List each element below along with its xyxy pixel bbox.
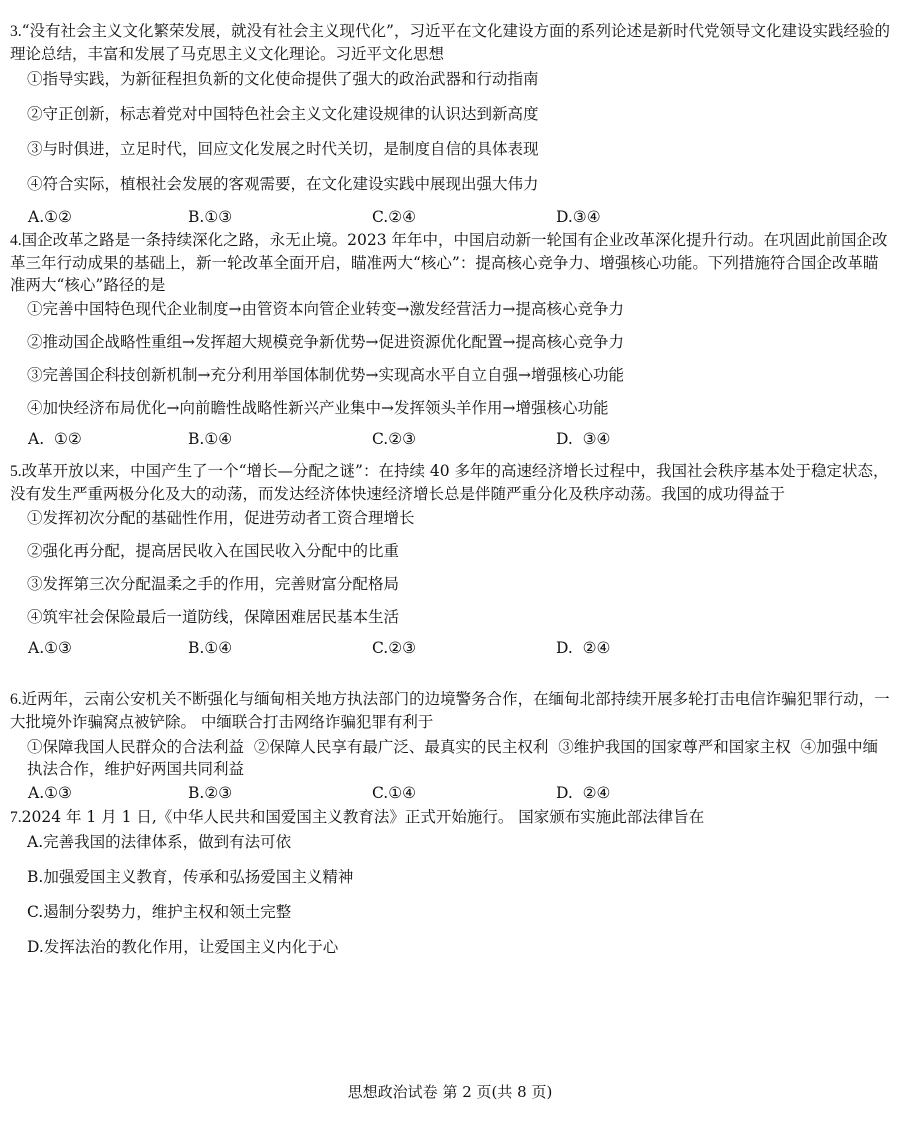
choice-d[interactable]: D.发挥法治的教化作用，让爱国主义内化于心 xyxy=(27,938,339,956)
option-c[interactable]: C.②③ xyxy=(372,430,417,448)
option-d[interactable]: D. ②④ xyxy=(556,784,611,802)
choice-b[interactable]: B.加强爱国主义教育，传承和弘扬爱国主义精神 xyxy=(27,868,354,886)
statement-3: ③完善国企科技创新机制→充分利用举国体制优势→实现高水平自立自强→增强核心功能 xyxy=(27,366,624,384)
statement-3: ③发挥第三次分配温柔之手的作用，完善财富分配格局 xyxy=(27,575,400,593)
statements-inline: ①保障我国人民群众的合法利益 ②保障人民享有最广泛、最真实的民主权利 ③维护我国的国家尊严和国家主权 ④加强中缅执法合作，维护好两国共同利益 xyxy=(27,738,879,778)
option-d[interactable]: D.③④ xyxy=(556,208,601,226)
option-b[interactable]: B.①③ xyxy=(188,208,233,226)
statement-4: ④加快经济布局优化→向前瞻性战略性新兴产业集中→发挥领头羊作用→增强核心功能 xyxy=(27,399,609,417)
statement-3: ③与时俱进，立足时代，回应文化发展之时代关切，是制度自信的具体表现 xyxy=(27,140,539,158)
option-a[interactable]: A.①③ xyxy=(28,784,72,802)
statement-4: ④符合实际，植根社会发展的客观需要，在文化建设实践中展现出强大伟力 xyxy=(27,175,539,193)
question-stem: 6.近两年，云南公安机关不断强化与缅甸相关地方执法部门的边境警务合作，在缅甸北部持续开展多轮打击电信诈骗犯罪行动，一大批境外诈骗窝点被铲除。 中缅联合打击网络诈骗犯罪有利于 xyxy=(10,690,890,731)
question-4 xyxy=(10,229,890,450)
statement-2: ②强化再分配，提高居民收入在国民收入分配中的比重 xyxy=(27,542,400,560)
question-5 xyxy=(10,460,890,659)
option-d[interactable]: D. ③④ xyxy=(556,430,611,448)
page-footer: 思想政治试卷 第 2 页(共 8 页) xyxy=(347,1083,553,1101)
question-stem: 7.2024 年 1 月 1 日,《中华人民共和国爱国主义教育法》正式开始施行。 国家颁布实施此部法律旨在 xyxy=(10,808,705,826)
answer-options xyxy=(10,637,890,659)
option-b[interactable]: B.①④ xyxy=(188,430,233,448)
choice-a[interactable]: A.完善我国的法律体系，做到有法可依 xyxy=(27,833,292,851)
statement-4: ④筑牢社会保险最后一道防线，保障困难居民基本生活 xyxy=(27,608,400,626)
question-stem: 5.改革开放以来，中国产生了一个“增长—分配之谜”：在持续 40 多年的高速经济增长过程中，我国社会秩序基本处于稳定状态，没有发生严重两极分化及大的动荡，而发达经济体快速经济增长总是伴随严重分化及秩序动荡。我国的成功得益于 xyxy=(10,462,889,503)
option-b[interactable]: B.②③ xyxy=(188,784,233,802)
statement-1: ①指导实践，为新征程担负新的文化使命提供了强大的政治武器和行动指南 xyxy=(27,70,539,88)
statement-1: ①完善中国特色现代企业制度→由管资本向管企业转变→激发经营活力→提高核心竞争力 xyxy=(27,300,624,318)
option-c[interactable]: C.②③ xyxy=(372,639,417,657)
statement-2: ②推动国企战略性重组→发挥超大规模竞争新优势→促进资源优化配置→提高核心竞争力 xyxy=(27,333,624,351)
statement-2: ②守正创新，标志着党对中国特色社会主义文化建设规律的认识达到新高度 xyxy=(27,105,539,123)
option-a[interactable]: A. ①② xyxy=(28,430,82,448)
answer-options xyxy=(10,782,890,804)
statement-1: ①发挥初次分配的基础性作用，促进劳动者工资合理增长 xyxy=(27,509,415,527)
question-stem: 3.“没有社会主义文化繁荣发展，就没有社会主义现代化”，习近平在文化建设方面的系列论述是新时代党领导文化建设实践经验的理论总结，丰富和发展了马克思主义文化理论。习近平文化思想 xyxy=(10,22,890,63)
question-stem: 4.国企改革之路是一条持续深化之路，永无止境。2023 年年中，中国启动新一轮国有企业改革深化提升行动。在巩固此前国企改革三年行动成果的基础上，新一轮改革全面开启，瞄准两大“核心”：提高核心竞争力、增强核心功能。下列措施符合国企改革瞄准两大“核心”路径的是 xyxy=(10,231,888,294)
option-d[interactable]: D. ②④ xyxy=(556,639,611,657)
option-c[interactable]: C.②④ xyxy=(372,208,417,226)
option-a[interactable]: A.①② xyxy=(28,208,72,226)
question-3 xyxy=(10,20,890,228)
option-a[interactable]: A.①③ xyxy=(28,639,72,657)
answer-options xyxy=(10,428,890,450)
question-7 xyxy=(10,806,890,958)
option-c[interactable]: C.①④ xyxy=(372,784,417,802)
question-6 xyxy=(10,688,890,804)
option-b[interactable]: B.①④ xyxy=(188,639,233,657)
choice-c[interactable]: C.遏制分裂势力，维护主权和领土完整 xyxy=(27,903,292,921)
answer-options xyxy=(10,206,890,228)
